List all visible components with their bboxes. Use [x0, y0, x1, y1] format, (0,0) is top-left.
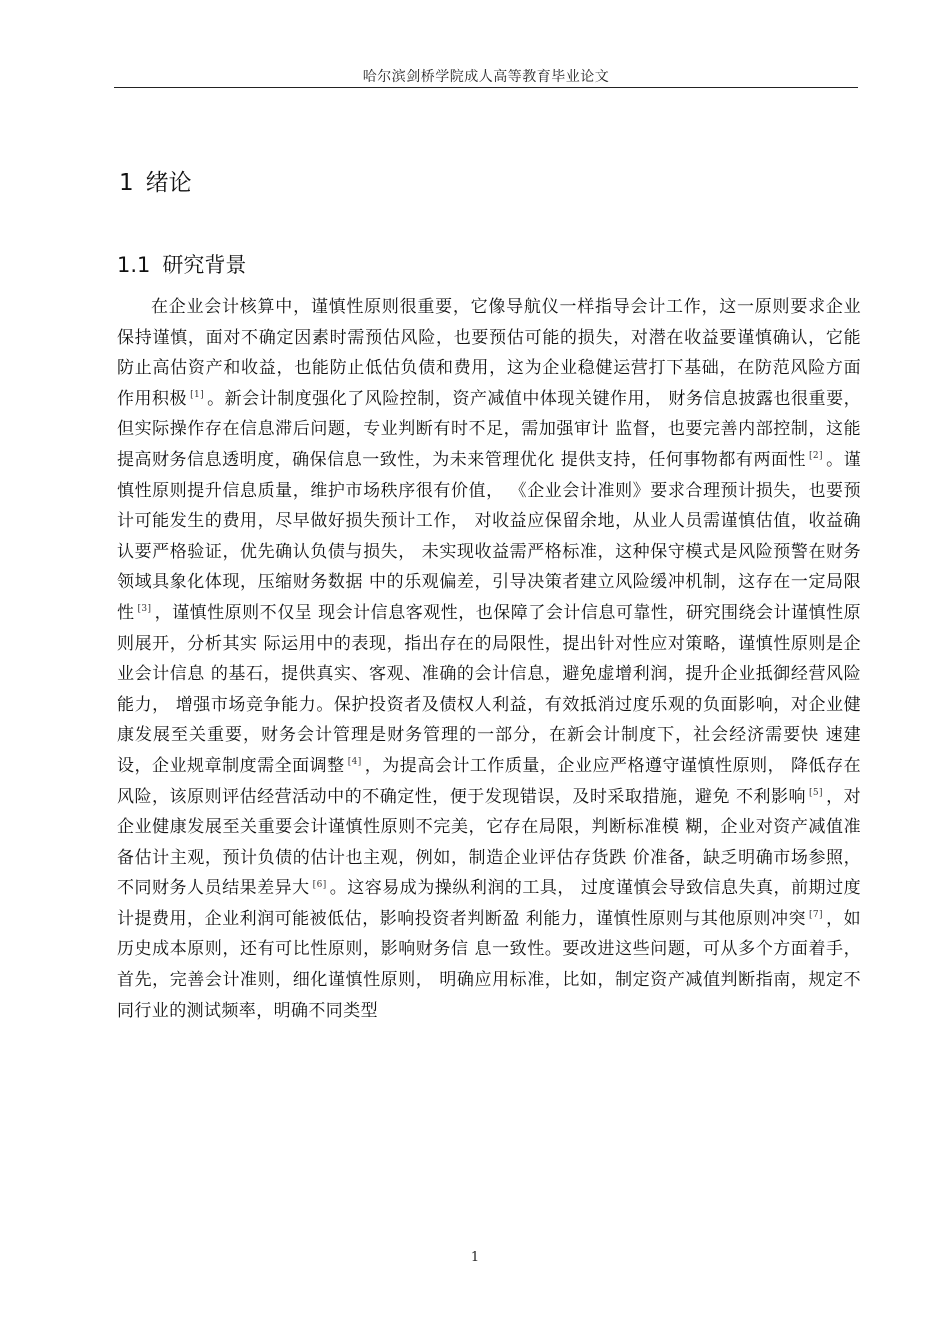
page-number: 1: [470, 1250, 480, 1265]
citation-marker: [1]: [190, 390, 205, 401]
chapter-number: 1: [119, 170, 134, 196]
citation-marker: [2]: [809, 451, 823, 462]
running-header: 哈尔滨剑桥学院成人高等教育毕业论文: [362, 69, 610, 85]
citation-marker: [5]: [809, 787, 823, 798]
body-text-segment: ，为提高会计工作质量，企业应严格遵守谨慎性原则， 降低存在风险，该原则评估经营活动中的不确定性，便于发现错误，及时采取措施，避免 不利影响: [117, 755, 861, 807]
citation-marker: [6]: [312, 879, 327, 890]
section-title: 研究背景: [162, 253, 247, 277]
body-text-segment: ，对企业健康发展至关重要会计谨慎性原则不完美，它存在局限，判断标准模 糊，企业对资产减值准备估计主观，预计负债的估计也主观，例如，制造企业评估存货跌 价准备，缺乏明确市场参照，不同财务人员结果差异大: [117, 786, 861, 899]
body-paragraph: [117, 292, 861, 1026]
body-text-segment: 。这容易成为操纵利润的工具， 过度谨慎会导致信息失真，前期过度计提费用，企业利润可能被低估，影响投资者判断盈 利能力，谨慎性原则与其他原则冲突: [117, 878, 861, 929]
header-divider: [114, 87, 858, 88]
chapter-title: 绪论: [145, 170, 192, 196]
chapter-heading: [119, 164, 192, 197]
section-number: 1.1: [117, 253, 151, 277]
citation-marker: [4]: [347, 757, 362, 768]
body-text-segment: 在企业会计核算中，谨慎性原则很重要，它像导航仪一样指导会计工作，这一原则要求企业保持谨慎，面对不确定因素时需预估风险，也要预估可能的损失，对潜在收益要谨慎确认，它能防止高估资产和收益，也能防止低估负债和费用，这为企业稳健运营打下基础，在防范风险方面作用积极: [117, 297, 861, 409]
body-text-segment: ，如历史成本原则，还有可比性原则，影响财务信 息一致性。要改进这些问题，可从多个方面着手，首先，完善会计准则，细化谨慎性原则， 明确应用标准，比如，制定资产减值判断指南，规定不同行业的测试频率，明确不同类型: [117, 908, 861, 1021]
citation-marker: [7]: [809, 910, 823, 921]
body-text-segment: 。谨慎性原则提升信息质量，维护市场秩序很有价值， 《企业会计准则》要求合理预计损失，也要预计可能发生的费用，尽早做好损失预计工作， 对收益应保留余地，从业人员需谨慎估值，收益确认要严格验证，优先确认负债与损失， 未实现收益需严格标准，这种保守模式是风险预警在财务领域具象化体现，压缩财务数据 中的乐观偏差，引导决策者建立风险缓冲机制，这存在一定局限性: [117, 449, 861, 623]
section-heading: [117, 249, 246, 279]
citation-marker: [3]: [137, 604, 152, 615]
body-text-segment: 。新会计制度强化了风险控制，资产减值中体现关键作用， 财务信息披露也很重要，但实际操作存在信息滞后问题，专业判断有时不足，需加强审计 监督，也要完善内部控制，这能提高财务信息透明度，确保信息一致性，为未来管理优化 提供支持，任何事物都有两面性: [117, 388, 861, 470]
body-text-segment: ，谨慎性原则不仅呈 现会计信息客观性，也保障了会计信息可靠性，研究围绕会计谨慎性原则展开，分析其实 际运用中的表现，指出存在的局限性，提出针对性应对策略，谨慎性原则是企业会计信息 的基石，提供真实、客观、准确的会计信息，避免虚增利润，提升企业抵御经营风险能力， 增强市场竞争能力。保护投资者及债权人利益，有效抵消过度乐观的负面影响，对企业健 康发展至关重要，财务会计管理是财务管理的一部分，在新会计制度下，社会经济需要快 速建设，企业规章制度需全面调整: [117, 602, 861, 776]
